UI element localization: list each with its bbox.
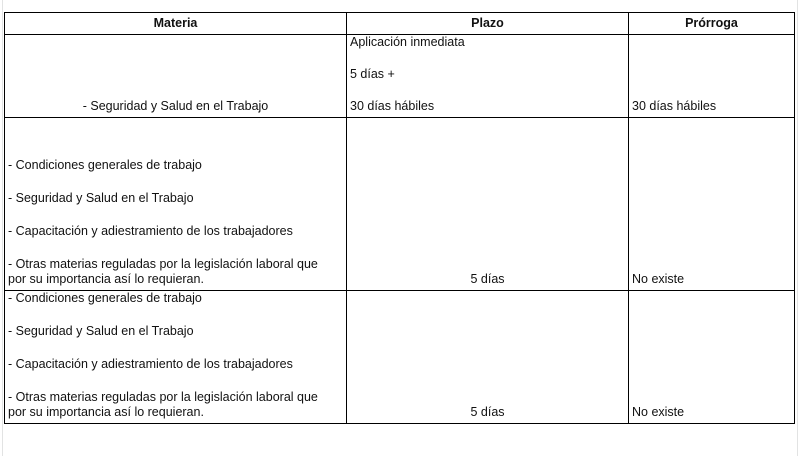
table-row xyxy=(5,118,795,291)
cell-materia[interactable] xyxy=(5,35,347,118)
materia-line: - Capacitación y adiestramiento de los trabajadores xyxy=(8,357,293,371)
cell-plazo[interactable] xyxy=(347,118,629,291)
plazo-line: 5 días + xyxy=(350,67,395,81)
materia-line: - Condiciones generales de trabajo xyxy=(8,158,202,172)
table-row xyxy=(5,291,795,424)
materia-line: por su importancia así lo requieran. xyxy=(8,405,204,419)
header-plazo[interactable]: Plazo xyxy=(347,13,629,35)
materia-line: - Condiciones generales de trabajo xyxy=(8,291,202,305)
header-prorroga[interactable]: Prórroga xyxy=(629,13,795,35)
cell-prorroga[interactable] xyxy=(629,118,795,291)
cell-plazo[interactable] xyxy=(347,35,629,118)
deadlines-table xyxy=(4,12,795,424)
materia-line: - Otras materias reguladas por la legislación laboral que xyxy=(8,257,318,271)
materia-text: - Seguridad y Salud en el Trabajo xyxy=(82,99,269,113)
gridline xyxy=(797,0,798,456)
cell-materia[interactable] xyxy=(5,291,347,424)
plazo-line: 30 días hábiles xyxy=(350,99,435,113)
prorroga-text: No existe xyxy=(632,272,685,286)
prorroga-text: No existe xyxy=(632,405,685,419)
plazo-text: 5 días xyxy=(470,405,505,419)
table-row xyxy=(5,35,795,118)
materia-line: - Otras materias reguladas por la legislación laboral que xyxy=(8,390,318,404)
cell-prorroga[interactable] xyxy=(629,35,795,118)
materia-line: por su importancia así lo requieran. xyxy=(8,272,204,286)
gridline xyxy=(2,0,3,456)
plazo-line: Aplicación inmediata xyxy=(350,35,465,49)
plazo-text: 5 días xyxy=(470,272,505,286)
materia-line: - Seguridad y Salud en el Trabajo xyxy=(8,191,194,205)
prorroga-text: 30 días hábiles xyxy=(632,99,717,113)
cell-materia[interactable] xyxy=(5,118,347,291)
materia-line: - Seguridad y Salud en el Trabajo xyxy=(8,324,194,338)
cell-prorroga[interactable] xyxy=(629,291,795,424)
header-row xyxy=(5,13,795,35)
header-materia[interactable]: Materia xyxy=(5,13,347,35)
materia-line: - Capacitación y adiestramiento de los trabajadores xyxy=(8,224,293,238)
cell-plazo[interactable] xyxy=(347,291,629,424)
